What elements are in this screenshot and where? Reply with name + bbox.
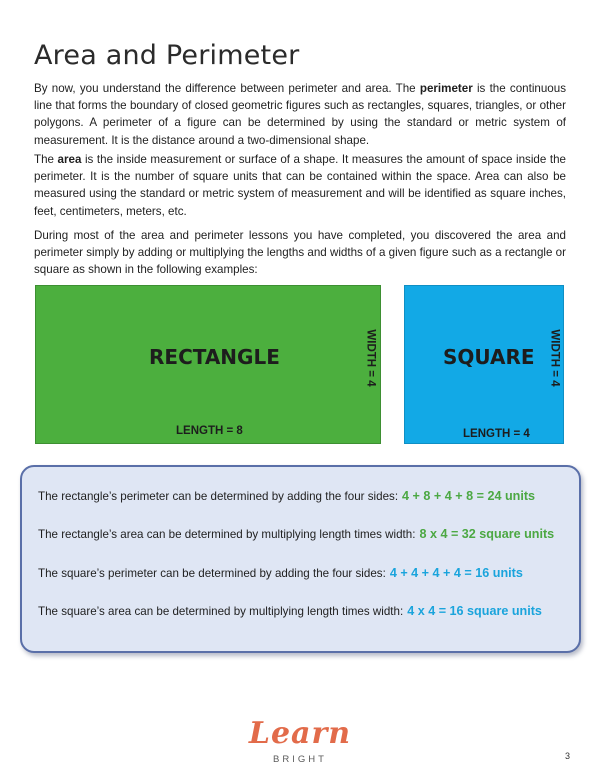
example-result: 4 + 8 + 4 + 8 = 24 units bbox=[402, 489, 536, 503]
area-paragraph bbox=[34, 151, 566, 220]
learn-bright-logo bbox=[248, 716, 352, 770]
p1-text-a: By now, you understand the difference between perimeter and area. The bbox=[34, 82, 420, 95]
example-result: 8 x 4 = 32 square units bbox=[419, 527, 555, 541]
example-text: The square’s perimeter can be determined by adding the four sides: bbox=[38, 567, 386, 580]
square-length-label: LENGTH = 4 bbox=[463, 428, 530, 440]
square-perimeter-example bbox=[38, 566, 523, 580]
example-text: The rectangle’s area can be determined by multiplying length times width: bbox=[38, 528, 416, 541]
p1-text-b: is the continuous line that forms the boundary of closed geometric figures such as rectangles, squares, triangles, or other polygons. A perimeter of a figure can be determined by using the standard or metric system of measurement. It is the distance around a two-dimensional shape. bbox=[34, 82, 566, 147]
perimeter-paragraph bbox=[34, 80, 566, 149]
square-width-label: WIDTH = 4 bbox=[548, 329, 561, 387]
rectangle-name: RECTANGLE bbox=[149, 345, 280, 369]
examples-intro-paragraph: During most of the area and perimeter lessons you have completed, you discovered the area and perimeter simply by adding or multiplying the lengths and widths of a given figure such as a rectangle or square as shown in the following examples: bbox=[34, 229, 566, 277]
square-name: SQUARE bbox=[443, 345, 535, 369]
p2-text-a: The bbox=[34, 153, 58, 166]
rectangle-width-label: WIDTH = 4 bbox=[364, 329, 377, 387]
page-title: Area and Perimeter bbox=[34, 40, 300, 71]
square-area-example bbox=[38, 604, 542, 618]
example-text: The square’s area can be determined by multiplying length times width: bbox=[38, 605, 404, 618]
logo-wordmark: Learn bbox=[248, 716, 352, 751]
rectangle-figure bbox=[35, 285, 381, 444]
area-term: area bbox=[57, 153, 82, 166]
p2-text-b: is the inside measurement or surface of a shape. It measures the amount of space inside the perimeter. It is the number of square units that can be contained within the space. Area can also be measured using the standard or metric system of measurement and will be identified as square inches, feet, centimeters, meters, etc. bbox=[34, 153, 567, 218]
page-number: 3 bbox=[565, 751, 571, 761]
example-result: 4 x 4 = 16 square units bbox=[407, 604, 542, 618]
perimeter-term: perimeter bbox=[419, 82, 473, 95]
example-result: 4 + 4 + 4 + 4 = 16 units bbox=[389, 566, 523, 580]
examples-panel bbox=[20, 465, 581, 653]
logo-subtitle: BRIGHT bbox=[273, 754, 327, 765]
rectangle-length-label: LENGTH = 8 bbox=[176, 425, 243, 437]
square-figure bbox=[404, 285, 564, 444]
rectangle-perimeter-example bbox=[38, 489, 535, 503]
example-text: The rectangle’s perimeter can be determined by adding the four sides: bbox=[38, 490, 399, 503]
rectangle-area-example bbox=[38, 527, 554, 541]
